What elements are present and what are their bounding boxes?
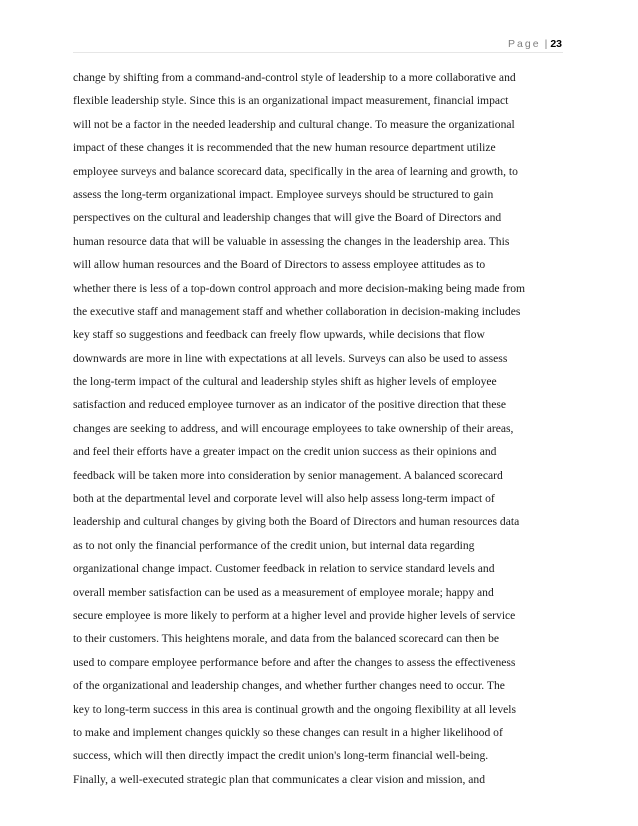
page-header — [508, 38, 562, 50]
text-line: changes are seeking to address, and will encourage employees to take ownership of their areas, — [73, 421, 514, 435]
text-line: satisfaction and reduced employee turnover as an indicator of the positive direction that these — [73, 398, 507, 412]
text-line: human resource data that will be valuable in assessing the changes in the leadership area. This — [73, 234, 510, 248]
text-line: overall member satisfaction can be used as a measurement of employee morale; happy and — [73, 585, 494, 599]
text-line: downwards are more in line with expectations at all levels. Surveys can also be used to assess — [73, 351, 508, 365]
text-line: to their customers. This heightens morale, and data from the balanced scorecard can then be — [73, 632, 500, 646]
text-line: employee surveys and balance scorecard data, specifically in the area of learning and growth, to — [73, 164, 518, 178]
text-line: both at the departmental level and corporate level will also help assess long-term impact of — [73, 492, 495, 506]
text-line: whether there is less of a top-down control approach and more decision-making being made from — [73, 281, 526, 295]
text-line: leadership and cultural changes by giving both the Board of Directors and human resources data — [73, 515, 520, 529]
text-line: impact of these changes it is recommended that the new human resource department utilize — [73, 141, 496, 155]
text-line: to make and implement changes quickly so these changes can result in a higher likelihood of — [73, 725, 503, 739]
text-line: the long-term impact of the cultural and leadership styles shift as higher levels of employee — [73, 375, 497, 389]
text-line: as to not only the financial performance of the credit union, but internal data regarding — [73, 538, 475, 552]
text-line: the executive staff and management staff and whether collaboration in decision-making includes — [73, 304, 521, 318]
text-line: and feel their efforts have a greater impact on the credit union success as their opinions and — [73, 445, 497, 459]
text-line: perspectives on the cultural and leadership changes that will give the Board of Directors and — [73, 211, 502, 225]
text-line: change by shifting from a command-and-control style of leadership to a more collaborative and — [73, 71, 516, 84]
page-number: 23 — [550, 38, 562, 50]
text-line: will allow human resources and the Board of Directors to assess employee attitudes as to — [73, 258, 486, 272]
text-line: assess the long-term organizational impact. Employee surveys should be structured to gain — [73, 187, 494, 201]
text-line: will not be a factor in the needed leadership and cultural change. To measure the organizational — [73, 117, 515, 131]
text-line: key to long-term success in this area is continual growth and the ongoing flexibility at all levels — [73, 702, 517, 716]
body-paragraph — [73, 66, 573, 791]
text-line: key staff so suggestions and feedback can freely flow upwards, while decisions that flow — [73, 328, 485, 342]
text-line: secure employee is more likely to perform at a higher level and provide higher levels of service — [73, 608, 516, 622]
header-divider — [73, 52, 563, 53]
header-separator: | — [544, 38, 548, 50]
text-line: success, which will then directly impact the credit union's long-term financial well-being. — [73, 749, 489, 763]
text-line: Finally, a well-executed strategic plan that communicates a clear vision and mission, and — [73, 772, 485, 786]
text-line: of the organizational and leadership changes, and whether further changes need to occur. The — [73, 679, 505, 693]
page-label: Page — [508, 38, 541, 50]
text-line: flexible leadership style. Since this is an organizational impact measurement, financial impact — [73, 94, 509, 108]
text-line: feedback will be taken more into consideration by senior management. A balanced scorecard — [73, 468, 503, 482]
text-line: organizational change impact. Customer feedback in relation to service standard levels and — [73, 562, 495, 576]
text-line: used to compare employee performance before and after the changes to assess the effectiveness — [73, 655, 516, 669]
